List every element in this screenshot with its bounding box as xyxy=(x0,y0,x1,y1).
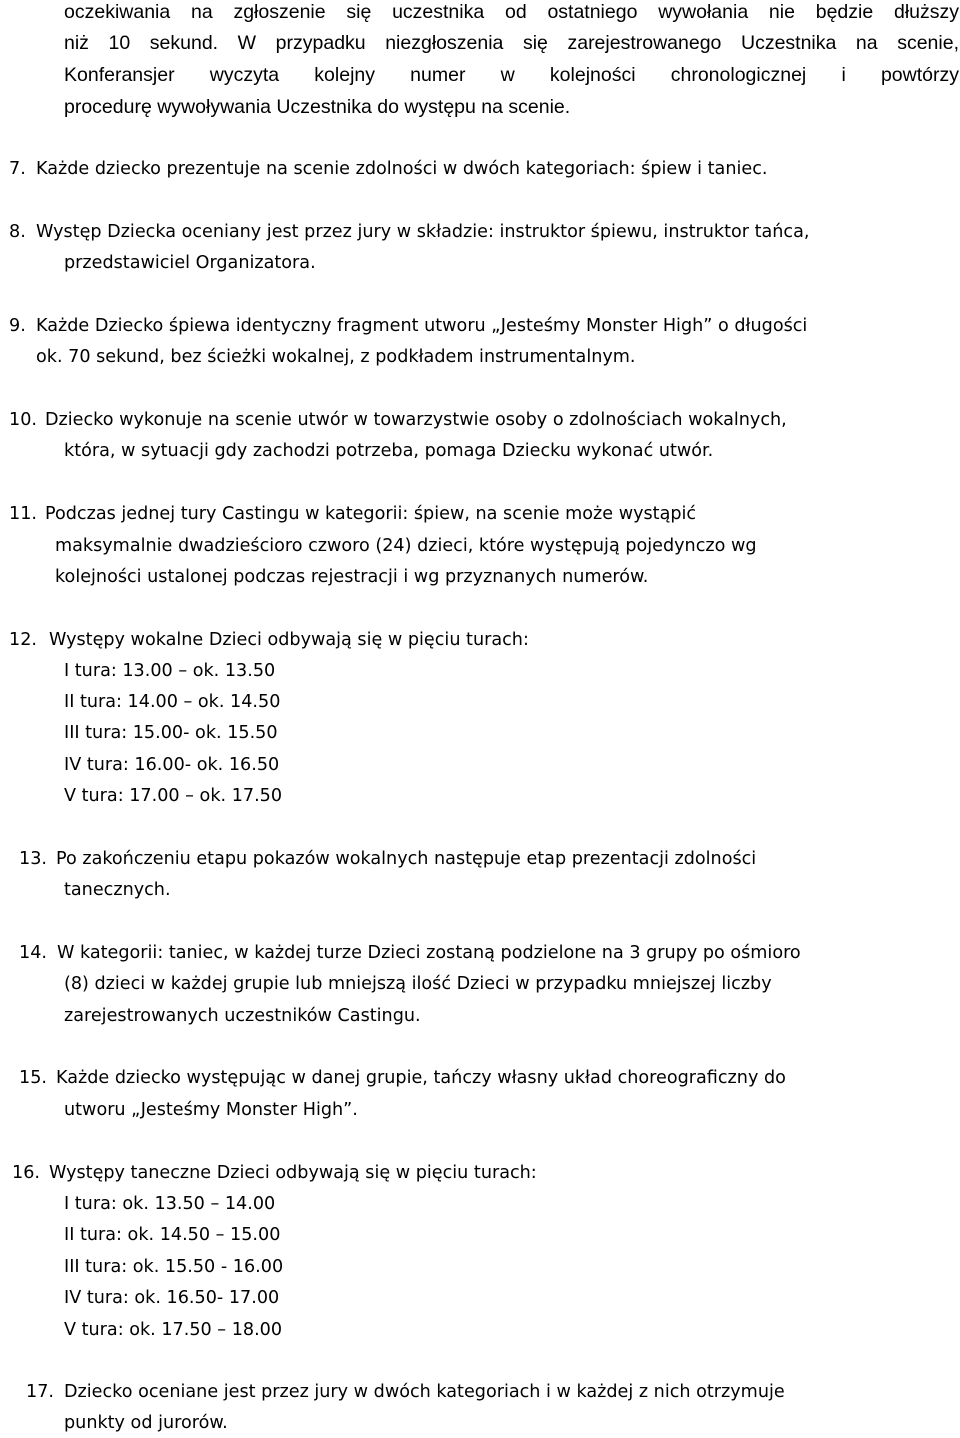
schedule-line: V tura: 17.00 – ok. 17.50 xyxy=(64,786,283,806)
item-text-line: która, w sytuacji gdy zachodzi potrzeba, pomaga Dziecku wykonać utwór. xyxy=(64,441,714,461)
item-text-line: Dziecko wykonuje na scenie utwór w towarzystwie osoby o zdolnościach wokalnych, xyxy=(45,410,787,430)
item-text-line: maksymalnie dwadzieścioro czworo (24) dzieci, które występują pojedynczo wg xyxy=(55,536,757,556)
item-number: 12. xyxy=(9,630,37,650)
item-number: 13. xyxy=(19,849,47,869)
item-number: 9. xyxy=(9,316,26,336)
schedule-line: I tura: ok. 13.50 – 14.00 xyxy=(64,1194,276,1214)
item-number: 17. xyxy=(26,1382,54,1402)
intro-line: procedurę wywoływania Uczestnika do występu na scenie. xyxy=(64,96,571,118)
item-number: 11. xyxy=(9,504,37,524)
item-text-line: W kategorii: taniec, w każdej turze Dzieci zostaną podzielone na 3 grupy po ośmioro xyxy=(57,943,801,963)
item-text-line: Występy taneczne Dzieci odbywają się w pięciu turach: xyxy=(49,1163,537,1183)
intro-line: Konferansjer wyczyta kolejny numer w kolejności chronologicznej i powtórzy xyxy=(64,64,959,86)
item-text-line: punkty od jurorów. xyxy=(64,1413,228,1433)
schedule-line: IV tura: 16.00- ok. 16.50 xyxy=(64,755,280,775)
item-number: 14. xyxy=(19,943,47,963)
item-text-line: (8) dzieci w każdej grupie lub mniejszą ilość Dzieci w przypadku mniejszej liczby xyxy=(64,974,772,994)
schedule-line: IV tura: ok. 16.50- 17.00 xyxy=(64,1288,280,1308)
schedule-line: III tura: ok. 15.50 - 16.00 xyxy=(64,1257,284,1277)
item-text-line: tanecznych. xyxy=(64,880,171,900)
item-text-line: Każde dziecko prezentuje na scenie zdolności w dwóch kategoriach: śpiew i taniec. xyxy=(36,159,768,179)
item-text-line: ok. 70 sekund, bez ścieżki wokalnej, z podkładem instrumentalnym. xyxy=(36,347,636,367)
item-number: 8. xyxy=(9,222,26,242)
schedule-line: III tura: 15.00- ok. 15.50 xyxy=(64,723,278,743)
item-text-line: kolejności ustalonej podczas rejestracji i wg przyznanych numerów. xyxy=(55,567,649,587)
item-text-line: zarejestrowanych uczestników Castingu. xyxy=(64,1006,421,1026)
schedule-line: I tura: 13.00 – ok. 13.50 xyxy=(64,661,276,681)
schedule-line: II tura: 14.00 – ok. 14.50 xyxy=(64,692,281,712)
intro-line: oczekiwania na zgłoszenie się uczestnika od ostatniego wywołania nie będzie dłuższy xyxy=(64,1,959,23)
item-text-line: Występy wokalne Dzieci odbywają się w pięciu turach: xyxy=(49,630,529,650)
item-number: 10. xyxy=(9,410,37,430)
item-number: 15. xyxy=(19,1068,47,1088)
item-text-line: Każde Dziecko śpiewa identyczny fragment utworu „Jesteśmy Monster High” o długości xyxy=(36,316,808,336)
item-text-line: Po zakończeniu etapu pokazów wokalnych następuje etap prezentacji zdolności xyxy=(56,849,757,869)
item-text-line: Podczas jednej tury Castingu w kategorii: śpiew, na scenie może wystąpić xyxy=(45,504,697,524)
intro-line: niż 10 sekund. W przypadku niezgłoszenia się zarejestrowanego Uczestnika na scenie, xyxy=(64,32,959,54)
item-text-line: przedstawiciel Organizatora. xyxy=(64,253,316,273)
item-text-line: utworu „Jesteśmy Monster High”. xyxy=(64,1100,358,1120)
item-text-line: Występ Dziecka oceniany jest przez jury w składzie: instruktor śpiewu, instruktor tańca, xyxy=(36,222,810,242)
schedule-line: V tura: ok. 17.50 – 18.00 xyxy=(64,1320,283,1340)
item-text-line: Każde dziecko występując w danej grupie, tańczy własny układ choreograficzny do xyxy=(56,1068,786,1088)
item-text-line: Dziecko oceniane jest przez jury w dwóch kategoriach i w każdej z nich otrzymuje xyxy=(64,1382,785,1402)
item-number: 16. xyxy=(12,1163,40,1183)
item-number: 7. xyxy=(9,159,26,179)
schedule-line: II tura: ok. 14.50 – 15.00 xyxy=(64,1225,281,1245)
